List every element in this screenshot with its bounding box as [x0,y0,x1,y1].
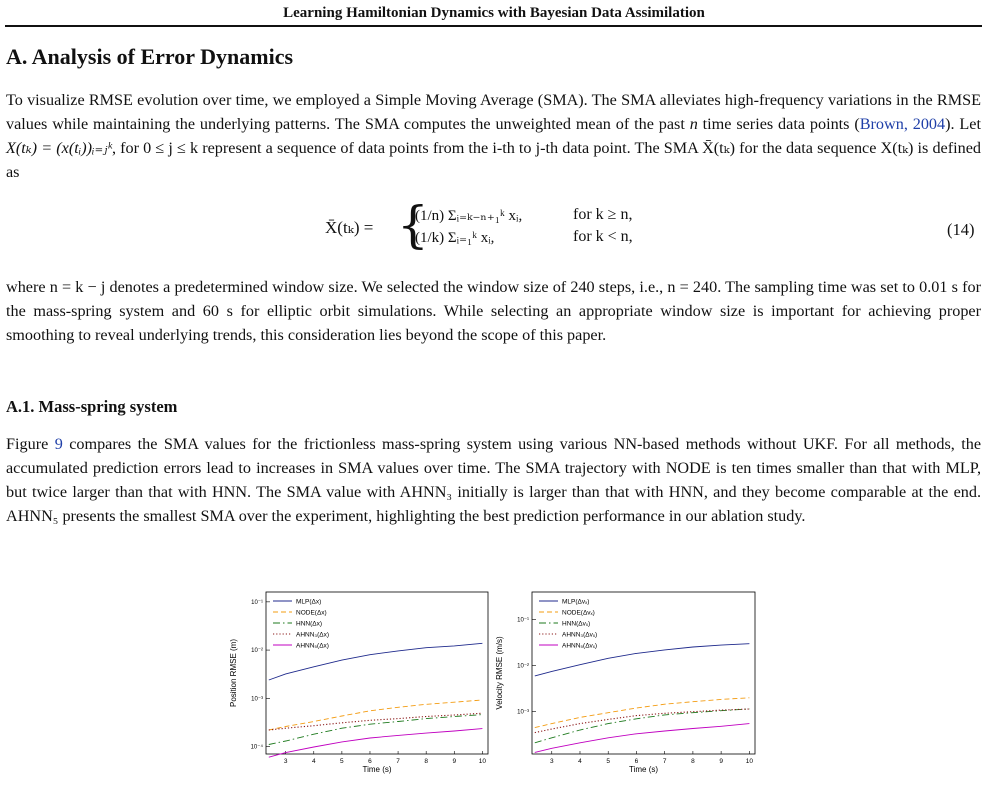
para1-text-c: ). Let [945,115,981,133]
paragraph-sma-intro [6,88,981,184]
figure-9 [0,588,988,792]
x-tick-label-0-10: 10 [478,758,486,765]
y-tick-label-1--2: 10⁻² [517,663,529,670]
y-axis-label-0: Position RMSE (m) [229,638,238,708]
paragraph-window-size: where n = k − j denotes a predetermined window size. We selected the window size of 240 steps, i.e., n = 240. The sampling time was set to 0.01 s for the mass-spring system and 60 s for elliptic orbit simulations. While selecting an appropriate window size is important for achieving proper smoothing to reveal underlying trends, this consideration lies beyond the scope of this paper. [6,278,981,344]
equation-case2: (1/k) Σᵢ₌₁ᵏ xᵢ, [415,230,495,246]
series-line-0-1 [269,700,483,730]
x-axis-label-1: Time (s) [628,765,659,774]
x-tick-label-1-8: 8 [691,758,695,765]
figure-svg [0,588,988,787]
y-axis-label-1: Velocity RMSE (m/s) [495,636,504,710]
series-line-1-1 [535,698,750,728]
x-tick-label-1-6: 6 [634,758,639,765]
x-tick-label-1-10: 10 [745,758,753,765]
subsection-title: A.1. Mass-spring system [6,397,178,416]
equation-case1: (1/n) Σᵢ₌ₖ₋ₙ₊₁ᵏ xᵢ, [415,208,523,224]
legend-label-1-0: MLP(Δvₓ) [562,598,590,606]
para1-expression: X(tₖ) = (x(tᵢ))ᵢ₌ⱼᵏ [6,139,112,157]
y-tick-label-0--1: 10⁻¹ [251,599,263,606]
y-tick-label-0--2: 10⁻² [251,648,263,655]
equation-cond2: for k < n, [573,228,633,245]
x-tick-label-0-7: 7 [396,758,400,765]
para1-text-a: To visualize RMSE evolution over time, we employed a Simple Moving Average (SMA). The SMA alleviates high-frequency variations in the RMSE values while maintaining the underlying patterns. The SMA computes the unweighted mean of the past [6,91,981,133]
legend-label-1-1: NODE(Δvₓ) [562,609,595,617]
x-axis-label-0: Time (s) [362,765,392,774]
x-tick-label-0-5: 5 [340,758,344,765]
legend-label-1-4: AHNN₅(Δvₓ) [562,642,598,650]
equation-cond1: for k ≥ n, [573,206,633,223]
x-tick-label-0-9: 9 [452,758,457,765]
series-line-1-3 [535,709,750,733]
equation-brace: { [397,196,429,254]
y-tick-label-1--3: 10⁻³ [517,709,529,716]
series-line-0-4 [269,729,483,758]
y-tick-label-0--4: 10⁻⁴ [250,744,263,751]
legend-label-0-3: AHNN₃(Δx) [296,631,329,639]
legend-label-0-2: HNN(Δx) [296,620,323,628]
citation-year: 2004 [912,115,946,133]
x-tick-label-0-6: 6 [368,758,372,765]
para1-text-b: time series data points ( [697,115,860,133]
citation-link[interactable] [860,115,945,133]
equation-number: (14) [947,220,975,239]
legend-label-0-1: NODE(Δx) [296,609,327,617]
para3-text-b: compares the SMA values for the frictionless mass-spring system using various NN-based methods without UKF. For all methods, the accumulated prediction errors lead to increases in SMA values over time. The SMA trajectory with NODE is ten times smaller than that with MLP, but twice larger than that with HNN. The SMA value with AHNN₃ initially is larger than that with HNN, and they become comparable at the end. AHNN₅ presents the smallest SMA over the experiment, highlighting the best prediction performance in our ablation study. [6,435,981,525]
series-line-0-2 [269,715,483,745]
citation-sep: , [903,115,913,133]
legend-label-1-3: AHNN₃(Δvₓ) [562,631,598,639]
legend-label-0-0: MLP(Δx) [296,598,322,606]
para1-text-e: i-th to j-th data point. The SMA X̄(tₖ) for the data sequence X(tₖ) is defined as [6,139,981,181]
x-tick-label-1-7: 7 [662,758,667,765]
legend-label-1-2: HNN(Δvₓ) [562,620,591,628]
x-tick-label-0-8: 8 [424,758,428,765]
section-title: A. Analysis of Error Dynamics [6,44,294,69]
y-tick-label-1--1: 10⁻¹ [517,617,529,624]
citation-author: Brown [859,115,904,133]
x-tick-label-1-5: 5 [606,758,611,765]
paragraph-mass-spring [6,432,981,528]
series-line-0-3 [269,713,483,730]
x-tick-label-1-9: 9 [719,758,723,765]
equation-lhs: X̄(tₖ) = [325,218,374,237]
x-tick-label-1-3: 3 [549,758,554,765]
para3-text-a: Figure [6,435,55,453]
running-header: Learning Hamiltonian Dynamics with Bayesian Data Assimilation [283,5,705,21]
header-rule [5,25,982,27]
x-tick-label-0-4: 4 [311,758,316,765]
x-tick-label-0-3: 3 [283,758,288,765]
para1-text-d: , for 0 ≤ j ≤ k represent a sequence of data points from the [111,139,493,157]
figure-ref-link[interactable]: 9 [54,435,63,453]
series-line-1-4 [535,724,750,753]
legend-label-0-4: AHNN₅(Δx) [296,642,329,650]
x-tick-label-1-4: 4 [578,758,582,765]
y-tick-label-0--3: 10⁻³ [251,696,263,703]
para1-n: n [689,115,698,133]
